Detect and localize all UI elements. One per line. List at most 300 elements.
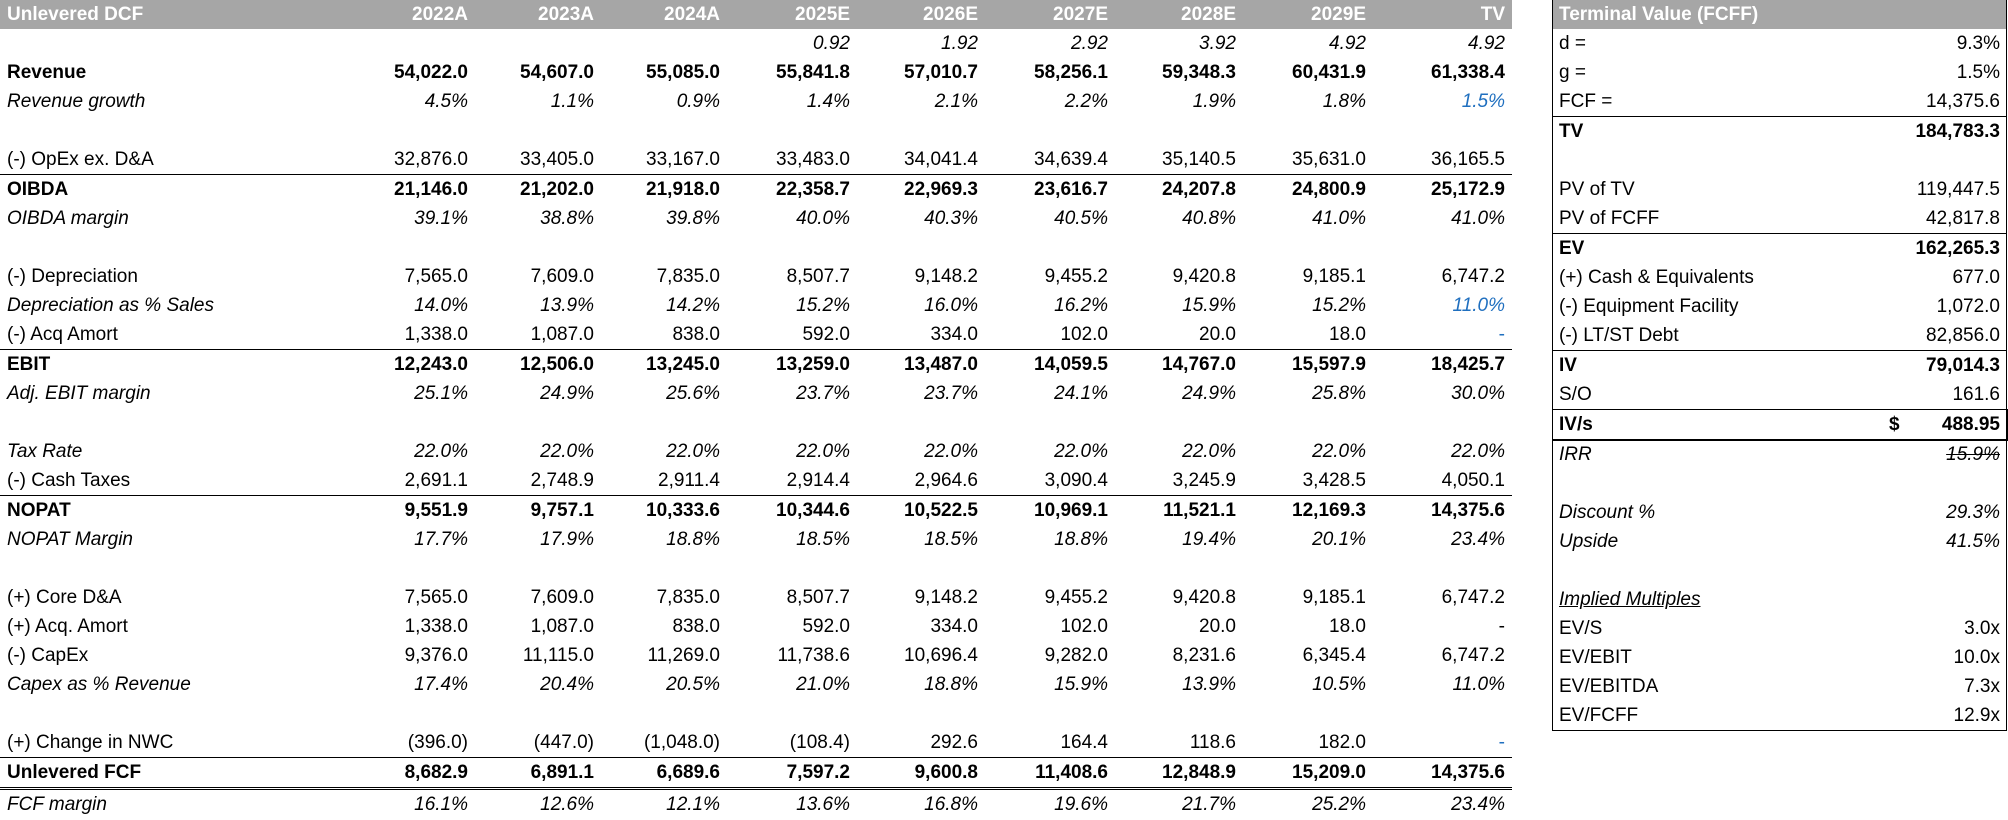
period-cell[interactable] (290, 29, 475, 58)
period-cell[interactable] (601, 29, 727, 58)
value-cell[interactable]: 102.0 (1060, 616, 1108, 637)
value-cell[interactable]: 30.0% (1451, 383, 1505, 404)
value-cell[interactable]: 14.2% (666, 295, 720, 316)
year-header[interactable]: 2022A (290, 0, 475, 29)
value-cell[interactable]: 13,245.0 (601, 350, 727, 380)
value-cell[interactable]: 19.4% (1182, 529, 1236, 550)
value-cell[interactable]: 13.6% (727, 789, 857, 820)
value-cell[interactable]: 9,148.2 (914, 587, 978, 608)
value-cell[interactable]: 24,207.8 (1115, 175, 1243, 205)
value-cell[interactable]: - (1498, 616, 1505, 637)
value-cell[interactable]: 33,405.0 (520, 149, 594, 170)
value-cell[interactable]: 20.0 (1199, 616, 1236, 637)
value-cell[interactable]: 1.4% (806, 91, 850, 112)
tv-pv-tv-value[interactable]: 119,447.5 (1916, 179, 2000, 200)
value-cell[interactable]: 21,146.0 (290, 175, 475, 205)
value-cell[interactable]: 35,140.5 (1162, 149, 1236, 170)
value-cell[interactable]: 7,835.0 (656, 587, 720, 608)
value-cell[interactable]: 25.8% (1312, 383, 1366, 404)
value-cell[interactable]: 22,358.7 (727, 175, 857, 205)
tv-pv-fcff-label[interactable]: PV of FCFF (1559, 208, 1660, 229)
tv-discount-value[interactable]: 29.3% (1946, 502, 2000, 523)
value-cell[interactable]: (396.0) (407, 732, 468, 753)
value-cell[interactable]: 22.0% (796, 441, 850, 462)
value-cell[interactable]: 3,245.9 (1172, 470, 1236, 491)
value-cell[interactable]: 21,202.0 (475, 175, 601, 205)
value-cell[interactable]: 16.8% (857, 789, 985, 820)
value-cell[interactable]: 118.6 (1189, 732, 1236, 753)
value-cell[interactable]: 10,969.1 (985, 496, 1115, 526)
value-cell[interactable]: 34,639.4 (1034, 149, 1108, 170)
value-cell[interactable]: - (1498, 732, 1505, 753)
value-cell[interactable]: 35,631.0 (1292, 149, 1366, 170)
value-cell[interactable]: 3,090.4 (1044, 470, 1108, 491)
value-cell[interactable]: 838.0 (672, 324, 720, 345)
value-cell[interactable]: 22.0% (1451, 441, 1505, 462)
tv-iv-label[interactable]: IV (1553, 351, 1853, 381)
tv-upside-value[interactable]: 41.5% (1946, 531, 2000, 552)
value-cell[interactable]: 21.0% (796, 674, 850, 695)
year-header[interactable]: 2025E (727, 0, 857, 29)
value-cell[interactable]: 20.1% (1312, 529, 1366, 550)
value-cell[interactable]: 40.8% (1182, 208, 1236, 229)
row-label[interactable]: Depreciation as % Sales (7, 295, 214, 316)
tv-irr-label[interactable]: IRR (1559, 444, 1592, 465)
year-header[interactable]: 2028E (1115, 0, 1243, 29)
value-cell[interactable]: 17.7% (414, 529, 468, 550)
value-cell[interactable]: 16.2% (1054, 295, 1108, 316)
value-cell[interactable]: 10.5% (1312, 674, 1366, 695)
value-cell[interactable]: 838.0 (672, 616, 720, 637)
value-cell[interactable]: 11,269.0 (647, 645, 720, 666)
period-cell[interactable]: 3.92 (1199, 33, 1236, 54)
tv-row-tv (1553, 117, 2007, 147)
value-cell[interactable]: 38.8% (540, 208, 594, 229)
value-cell[interactable]: 14,375.6 (1373, 496, 1512, 526)
value-cell[interactable]: 25.2% (1243, 789, 1373, 820)
value-cell[interactable]: 60,431.9 (1292, 62, 1366, 83)
value-cell[interactable]: 12,848.9 (1115, 758, 1243, 789)
period-cell[interactable]: 4.92 (1468, 33, 1505, 54)
value-cell[interactable]: - (1498, 324, 1505, 345)
value-cell[interactable]: 25,172.9 (1373, 175, 1512, 205)
value-cell[interactable]: 1.9% (1192, 91, 1236, 112)
value-cell[interactable]: 41.0% (1451, 208, 1505, 229)
dcf-row-blank-4 (0, 554, 1512, 583)
tv-so-value[interactable]: 161.6 (1952, 384, 2000, 405)
value-cell[interactable]: 13.9% (1182, 674, 1236, 695)
value-cell[interactable]: 54,607.0 (520, 62, 594, 83)
tv-cash-value[interactable]: 677.0 (1952, 267, 2000, 288)
value-cell[interactable]: 24.9% (1182, 383, 1236, 404)
value-cell[interactable]: 9,282.0 (1044, 645, 1108, 666)
tv-evebitda-label[interactable]: EV/EBITDA (1559, 676, 1659, 697)
row-label[interactable]: Capex as % Revenue (7, 674, 191, 695)
tv-debt-label[interactable]: (-) LT/ST Debt (1559, 325, 1679, 346)
value-cell[interactable]: 592.0 (802, 324, 850, 345)
value-cell[interactable]: 54,022.0 (394, 62, 468, 83)
tv-row-g (1553, 58, 2007, 87)
value-cell[interactable]: 6,891.1 (475, 758, 601, 789)
tv-discount-label[interactable]: Discount % (1559, 502, 1656, 523)
value-cell[interactable]: 21,918.0 (601, 175, 727, 205)
tv-d-value[interactable]: 9.3% (1956, 33, 2000, 54)
value-cell[interactable]: 7,565.0 (404, 587, 468, 608)
value-cell[interactable]: 16.0% (924, 295, 978, 316)
value-cell[interactable]: 182.0 (1318, 732, 1366, 753)
tv-so-label[interactable]: S/O (1559, 384, 1592, 405)
tv-equip-value[interactable]: 1,072.0 (1936, 296, 2000, 317)
value-cell[interactable]: 9,757.1 (475, 496, 601, 526)
value-cell[interactable]: 40.5% (1054, 208, 1108, 229)
tv-row-evfcff (1553, 701, 2007, 731)
value-cell[interactable]: 18.5% (924, 529, 978, 550)
value-cell[interactable]: 9,376.0 (404, 645, 468, 666)
row-label[interactable]: NOPAT (0, 496, 290, 526)
tv-evebit-value[interactable]: 10.0x (1953, 647, 2000, 668)
value-cell[interactable]: 41.0% (1312, 208, 1366, 229)
value-cell[interactable]: 25.1% (414, 383, 468, 404)
dcf-row-blank-5 (0, 699, 1512, 728)
value-cell[interactable]: 17.9% (540, 529, 594, 550)
value-cell[interactable]: 40.3% (924, 208, 978, 229)
tv-row-pv-tv (1553, 175, 2007, 204)
value-cell[interactable]: 13,487.0 (857, 350, 985, 380)
value-cell[interactable]: 592.0 (802, 616, 850, 637)
tv-row-blank-3 (1553, 556, 2007, 585)
value-cell[interactable]: 20.0 (1199, 324, 1236, 345)
value-cell[interactable]: 55,841.8 (776, 62, 850, 83)
tv-ivs-value[interactable]: 488.95 (1853, 410, 2007, 440)
value-cell[interactable]: 15.9% (1182, 295, 1236, 316)
tv-evs-label[interactable]: EV/S (1559, 618, 1603, 639)
row-label[interactable]: (-) Depreciation (7, 266, 138, 287)
value-cell[interactable]: 334.0 (930, 616, 978, 637)
value-cell[interactable]: 1,087.0 (530, 324, 594, 345)
value-cell[interactable]: 8,507.7 (786, 587, 850, 608)
year-header[interactable]: 2023A (475, 0, 601, 29)
value-cell[interactable]: 22.0% (414, 441, 468, 462)
value-cell[interactable]: 13.9% (540, 295, 594, 316)
value-cell[interactable]: 59,348.3 (1162, 62, 1236, 83)
value-cell[interactable]: 2,914.4 (786, 470, 850, 491)
value-cell[interactable]: 12,243.0 (290, 350, 475, 380)
tv-tv-label[interactable]: TV (1553, 117, 1853, 147)
value-cell[interactable]: 8,682.9 (290, 758, 475, 789)
value-cell[interactable]: 20.4% (540, 674, 594, 695)
value-cell[interactable]: (1,048.0) (643, 732, 720, 753)
value-cell[interactable]: (447.0) (533, 732, 594, 753)
value-cell[interactable]: 18.0 (1329, 616, 1366, 637)
value-cell[interactable]: 8,507.7 (786, 266, 850, 287)
value-cell[interactable]: 9,185.1 (1302, 587, 1366, 608)
value-cell[interactable]: 334.0 (930, 324, 978, 345)
value-cell[interactable]: 11,738.6 (777, 645, 850, 666)
value-cell[interactable]: 33,167.0 (646, 149, 720, 170)
value-cell[interactable]: 14,059.5 (985, 350, 1115, 380)
value-cell[interactable]: 9,551.9 (290, 496, 475, 526)
value-cell[interactable]: 2,691.1 (404, 470, 468, 491)
value-cell[interactable]: 18.8% (924, 674, 978, 695)
value-cell[interactable]: 10,696.4 (904, 645, 978, 666)
row-label[interactable]: OIBDA margin (7, 208, 129, 229)
value-cell[interactable]: 2.2% (1064, 91, 1108, 112)
value-cell[interactable]: 6,747.2 (1441, 645, 1505, 666)
value-cell[interactable]: 1.8% (1322, 91, 1366, 112)
value-cell[interactable]: 16.1% (290, 789, 475, 820)
value-cell[interactable]: 2,964.6 (914, 470, 978, 491)
value-cell[interactable]: 23.4% (1451, 529, 1505, 550)
value-cell[interactable]: 15.2% (796, 295, 850, 316)
value-cell[interactable]: 23.7% (796, 383, 850, 404)
value-cell[interactable]: 10,344.6 (727, 496, 857, 526)
value-cell[interactable]: 1.5% (1461, 91, 1505, 112)
tv-row-blank-1 (1553, 146, 2007, 175)
value-cell[interactable]: 9,455.2 (1044, 266, 1108, 287)
value-cell[interactable]: 9,600.8 (857, 758, 985, 789)
value-cell[interactable]: 33,483.0 (776, 149, 850, 170)
year-header[interactable]: 2029E (1243, 0, 1373, 29)
value-cell[interactable]: 22.0% (666, 441, 720, 462)
row-label[interactable]: (-) OpEx ex. D&A (7, 149, 154, 170)
row-label[interactable]: (+) Change in NWC (7, 732, 174, 753)
value-cell[interactable]: 7,597.2 (727, 758, 857, 789)
period-cell[interactable]: 1.92 (941, 33, 978, 54)
value-cell[interactable]: 1.1% (550, 91, 594, 112)
row-label[interactable]: (-) Acq Amort (7, 324, 118, 345)
value-cell[interactable]: 18.5% (796, 529, 850, 550)
value-cell[interactable]: 20.5% (666, 674, 720, 695)
value-cell[interactable]: 13,259.0 (727, 350, 857, 380)
tv-irr-value: 15.9% (1946, 444, 2000, 465)
value-cell[interactable]: 22.0% (924, 441, 978, 462)
value-cell[interactable]: 6,747.2 (1441, 587, 1505, 608)
row-label[interactable]: Revenue growth (7, 91, 146, 112)
tv-title[interactable]: Terminal Value (FCFF) (1553, 0, 2007, 29)
value-cell[interactable]: 14,375.6 (1373, 758, 1512, 789)
value-cell[interactable]: 23.4% (1373, 789, 1512, 820)
value-cell[interactable]: 292.6 (930, 732, 978, 753)
value-cell[interactable]: 32,876.0 (394, 149, 468, 170)
row-label[interactable]: (+) Acq. Amort (7, 616, 128, 637)
value-cell[interactable]: 1,087.0 (530, 616, 594, 637)
value-cell[interactable]: 6,345.4 (1302, 645, 1366, 666)
dcf-row-depreciation (0, 262, 1512, 291)
value-cell[interactable]: 15,597.9 (1243, 350, 1373, 380)
value-cell[interactable]: 9,420.8 (1172, 587, 1236, 608)
value-cell[interactable]: 23,616.7 (985, 175, 1115, 205)
row-label[interactable]: (-) Cash Taxes (7, 470, 131, 491)
value-cell[interactable]: 18.0 (1329, 324, 1366, 345)
value-cell[interactable]: 9,185.1 (1302, 266, 1366, 287)
year-header[interactable]: 2027E (985, 0, 1115, 29)
period-cell[interactable] (475, 29, 601, 58)
value-cell[interactable]: 1,338.0 (404, 324, 468, 345)
tv-g-label[interactable]: g = (1559, 62, 1586, 83)
tv-ev-value[interactable]: 162,265.3 (1853, 234, 2007, 264)
period-cell[interactable]: 0.92 (813, 33, 850, 54)
value-cell[interactable]: 23.7% (924, 383, 978, 404)
dcf-header-row (0, 0, 1512, 29)
tv-pv-fcff-value[interactable]: 42,817.8 (1926, 208, 2000, 229)
tv-row-discount (1553, 498, 2007, 527)
row-label[interactable]: Tax Rate (7, 441, 83, 462)
dcf-row-blank-2 (0, 233, 1512, 262)
tv-tv-value[interactable]: 184,783.3 (1853, 117, 2007, 147)
value-cell[interactable]: 11,408.6 (985, 758, 1115, 789)
tv-evfcff-label[interactable]: EV/FCFF (1559, 705, 1639, 726)
value-cell[interactable]: 39.8% (666, 208, 720, 229)
tv-multiples-label: Implied Multiples (1559, 589, 1701, 610)
value-cell[interactable]: 22.0% (1182, 441, 1236, 462)
value-cell[interactable]: 19.6% (985, 789, 1115, 820)
value-cell[interactable]: 9,455.2 (1044, 587, 1108, 608)
value-cell[interactable]: 11,521.1 (1115, 496, 1243, 526)
value-cell[interactable]: 9,420.8 (1172, 266, 1236, 287)
value-cell[interactable]: 2.1% (934, 91, 978, 112)
value-cell[interactable]: 24.1% (1054, 383, 1108, 404)
value-cell[interactable]: 8,231.6 (1172, 645, 1236, 666)
value-cell[interactable]: 24,800.9 (1243, 175, 1373, 205)
tv-d-label[interactable]: d = (1559, 33, 1586, 54)
value-cell[interactable]: 18.8% (1054, 529, 1108, 550)
period-cell[interactable]: 4.92 (1329, 33, 1366, 54)
value-cell[interactable]: 7,609.0 (530, 266, 594, 287)
value-cell[interactable]: 18.8% (666, 529, 720, 550)
tv-evebitda-value[interactable]: 7.3x (1964, 676, 2000, 697)
tv-evs-value[interactable]: 3.0x (1964, 618, 2000, 639)
year-header[interactable]: 2026E (857, 0, 985, 29)
value-cell[interactable]: 24.9% (540, 383, 594, 404)
value-cell[interactable]: 10,522.5 (857, 496, 985, 526)
value-cell[interactable]: 12.1% (601, 789, 727, 820)
value-cell[interactable]: 15.2% (1312, 295, 1366, 316)
value-cell[interactable]: 6,747.2 (1441, 266, 1505, 287)
row-label[interactable]: Adj. EBIT margin (7, 383, 151, 404)
tv-row-ev (1553, 234, 2007, 264)
value-cell[interactable]: 7,565.0 (404, 266, 468, 287)
tv-pv-tv-label[interactable]: PV of TV (1559, 179, 1635, 200)
value-cell[interactable]: 55,085.0 (646, 62, 720, 83)
tv-row-fcf (1553, 87, 2007, 117)
value-cell[interactable]: 6,689.6 (601, 758, 727, 789)
tv-row-cash (1553, 263, 2007, 292)
tv-upside-label[interactable]: Upside (1559, 531, 1619, 552)
value-cell[interactable]: 4.5% (424, 91, 468, 112)
value-cell[interactable]: 22.0% (1054, 441, 1108, 462)
value-cell[interactable]: 34,041.4 (904, 149, 978, 170)
value-cell[interactable]: 7,609.0 (530, 587, 594, 608)
row-label[interactable]: (+) Core D&A (7, 587, 122, 608)
value-cell[interactable]: 11,115.0 (522, 645, 594, 666)
dcf-row-revenue (0, 58, 1512, 87)
value-cell[interactable]: 12,506.0 (475, 350, 601, 380)
value-cell[interactable]: 7,835.0 (656, 266, 720, 287)
value-cell[interactable]: 2,748.9 (530, 470, 594, 491)
tv-fcf-label[interactable]: FCF = (1559, 91, 1613, 112)
dcf-row-cash-taxes (0, 466, 1512, 496)
tv-debt-value[interactable]: 82,856.0 (1926, 325, 2000, 346)
value-cell[interactable]: 22.0% (540, 441, 594, 462)
value-cell[interactable]: 11.0% (1452, 674, 1505, 695)
dcf-row-capex-pct (0, 670, 1512, 699)
tv-equip-label[interactable]: (-) Equipment Facility (1559, 296, 1739, 317)
tv-evebit-label[interactable]: EV/EBIT (1559, 647, 1632, 668)
value-cell[interactable]: 2,911.4 (658, 470, 720, 491)
tv-ev-label[interactable]: EV (1553, 234, 1853, 264)
value-cell[interactable]: (108.4) (789, 732, 850, 753)
value-cell[interactable]: 15,209.0 (1243, 758, 1373, 789)
year-header[interactable]: 2024A (601, 0, 727, 29)
value-cell[interactable]: 9,148.2 (914, 266, 978, 287)
tv-ivs-label-text: IV/s (1559, 414, 1593, 435)
row-label[interactable]: Revenue (7, 62, 87, 83)
period-cell[interactable]: 2.92 (1071, 33, 1108, 54)
value-cell[interactable]: 102.0 (1060, 324, 1108, 345)
dcf-row-fcf-margin (0, 789, 1512, 820)
row-label[interactable]: (-) CapEx (7, 645, 89, 666)
value-cell[interactable]: 11.0% (1452, 295, 1505, 316)
tv-g-value[interactable]: 1.5% (1956, 62, 2000, 83)
value-cell[interactable]: 22,969.3 (857, 175, 985, 205)
dcf-row-tax-rate (0, 437, 1512, 466)
row-label[interactable]: NOPAT Margin (7, 529, 133, 550)
year-header[interactable]: TV (1373, 0, 1512, 29)
value-cell[interactable]: 17.4% (414, 674, 468, 695)
value-cell[interactable]: 58,256.1 (1034, 62, 1108, 83)
row-label[interactable]: EBIT (0, 350, 290, 380)
dcf-title[interactable]: Unlevered DCF (0, 0, 290, 29)
tv-header-row (1553, 0, 2007, 29)
dcf-row-ufcf (0, 758, 1512, 789)
value-cell[interactable]: 61,338.4 (1431, 62, 1505, 83)
value-cell[interactable]: 57,010.7 (904, 62, 978, 83)
value-cell[interactable]: 39.1% (414, 208, 468, 229)
value-cell[interactable]: 40.0% (796, 208, 850, 229)
tv-ivs-label[interactable] (1553, 410, 1900, 440)
value-cell[interactable]: 22.0% (1312, 441, 1366, 462)
value-cell[interactable]: 0.9% (676, 91, 720, 112)
value-cell[interactable]: 18,425.7 (1373, 350, 1512, 380)
row-label[interactable]: Unlevered FCF (0, 758, 290, 789)
tv-row-ivs (1553, 410, 2007, 440)
value-cell[interactable]: 1,338.0 (404, 616, 468, 637)
dcf-row-nwc (0, 728, 1512, 758)
tv-cash-label[interactable]: (+) Cash & Equivalents (1559, 267, 1754, 288)
value-cell[interactable]: 14,767.0 (1115, 350, 1243, 380)
value-cell[interactable]: 4,050.1 (1441, 470, 1505, 491)
row-label[interactable]: OIBDA (0, 175, 290, 205)
row-label[interactable]: FCF margin (0, 789, 290, 820)
value-cell[interactable]: 12.6% (475, 789, 601, 820)
tv-row-irr (1553, 440, 2007, 470)
value-cell[interactable]: 14.0% (414, 295, 468, 316)
tv-fcf-value[interactable]: 14,375.6 (1926, 91, 2000, 112)
value-cell[interactable]: 25.6% (666, 383, 720, 404)
value-cell[interactable]: 15.9% (1054, 674, 1108, 695)
value-cell[interactable]: 3,428.5 (1302, 470, 1366, 491)
tv-evfcff-value[interactable]: 12.9x (1953, 705, 2000, 726)
tv-row-equip (1553, 292, 2007, 321)
value-cell[interactable]: 10,333.6 (601, 496, 727, 526)
tv-row-debt (1553, 321, 2007, 351)
value-cell[interactable]: 36,165.5 (1431, 149, 1505, 170)
value-cell[interactable]: 21.7% (1115, 789, 1243, 820)
tv-iv-value[interactable]: 79,014.3 (1853, 351, 2007, 381)
tv-row-iv (1553, 351, 2007, 381)
value-cell[interactable]: 164.4 (1060, 732, 1108, 753)
value-cell[interactable]: 12,169.3 (1243, 496, 1373, 526)
